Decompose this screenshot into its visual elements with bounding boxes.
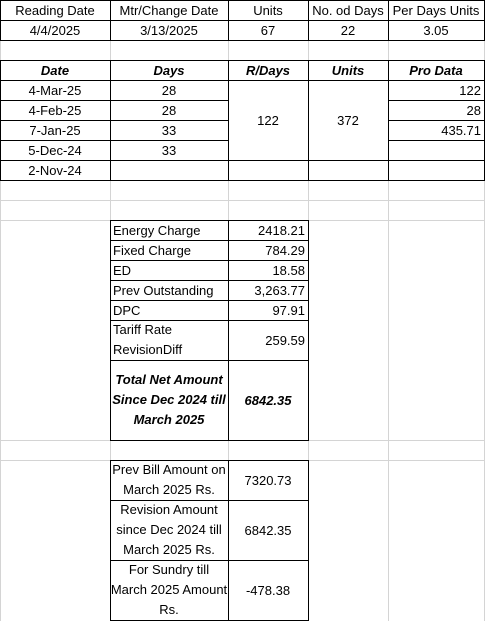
charge-label: DPC: [113, 302, 141, 318]
history-r-days-value: 122: [257, 112, 279, 128]
header-reading-date: Reading Date: [15, 2, 95, 18]
pro-data-value: 122: [459, 82, 481, 98]
total-net-value: 6842.35: [244, 392, 292, 408]
charge-value: 259.59: [265, 332, 305, 348]
history-date: 4-Feb-25: [28, 102, 82, 118]
charge-label: Prev Outstanding: [113, 282, 214, 298]
header-per-days-units: Per Days Units: [392, 2, 480, 18]
header-r-days: R/Days: [245, 62, 291, 78]
header-days: Days: [153, 62, 185, 78]
charge-value: 18.58: [272, 262, 305, 278]
history-days: 33: [161, 142, 177, 158]
history-units-value: 372: [337, 112, 359, 128]
bill-label: Revision Amount since Dec 2024 till March 2025 Rs.: [116, 502, 222, 557]
history-date: 5-Dec-24: [28, 142, 82, 158]
header-pro-data: Pro Data: [409, 62, 463, 78]
bill-value: 6842.35: [244, 522, 292, 538]
history-days: 33: [161, 122, 177, 138]
pro-data-value: 435.71: [441, 122, 481, 138]
history-days: 28: [161, 82, 177, 98]
history-days: 28: [161, 102, 177, 118]
header-no-of-days: No. od Days: [312, 2, 384, 18]
charge-value: 2418.21: [258, 222, 305, 238]
value-reading-date: 4/4/2025: [29, 22, 81, 38]
value-units: 67: [260, 22, 276, 38]
bill-label: For Sundry till March 2025 Amount Rs.: [110, 562, 228, 617]
charge-label: Fixed Charge: [113, 242, 192, 258]
charge-value: 97.91: [272, 302, 305, 318]
header-date: Date: [40, 62, 70, 78]
total-net-label: Total Net Amount Since Dec 2024 till March 2025: [112, 372, 226, 427]
charge-label: Energy Charge: [113, 222, 201, 238]
history-date: 4-Mar-25: [28, 82, 82, 98]
charge-label: ED: [113, 262, 132, 278]
header-units: Units: [253, 2, 283, 18]
bill-value: -478.38: [245, 582, 291, 598]
history-date: 7-Jan-25: [29, 122, 81, 138]
value-mtr-change-date: 3/13/2025: [140, 22, 198, 38]
bill-value: 7320.73: [244, 472, 292, 488]
bill-label: Prev Bill Amount on March 2025 Rs.: [112, 462, 226, 497]
header-mtr-change-date: Mtr/Change Date: [119, 2, 219, 18]
header-hist-units: Units: [331, 62, 365, 78]
value-no-of-days: 22: [340, 22, 356, 38]
pro-data-value: 28: [466, 102, 481, 118]
history-date: 2-Nov-24: [28, 162, 82, 178]
charge-label: Tariff Rate RevisionDiff: [113, 322, 183, 357]
charge-value: 3,263.77: [254, 282, 305, 298]
value-per-days-units: 3.05: [423, 22, 449, 38]
charge-value: 784.29: [265, 242, 305, 258]
